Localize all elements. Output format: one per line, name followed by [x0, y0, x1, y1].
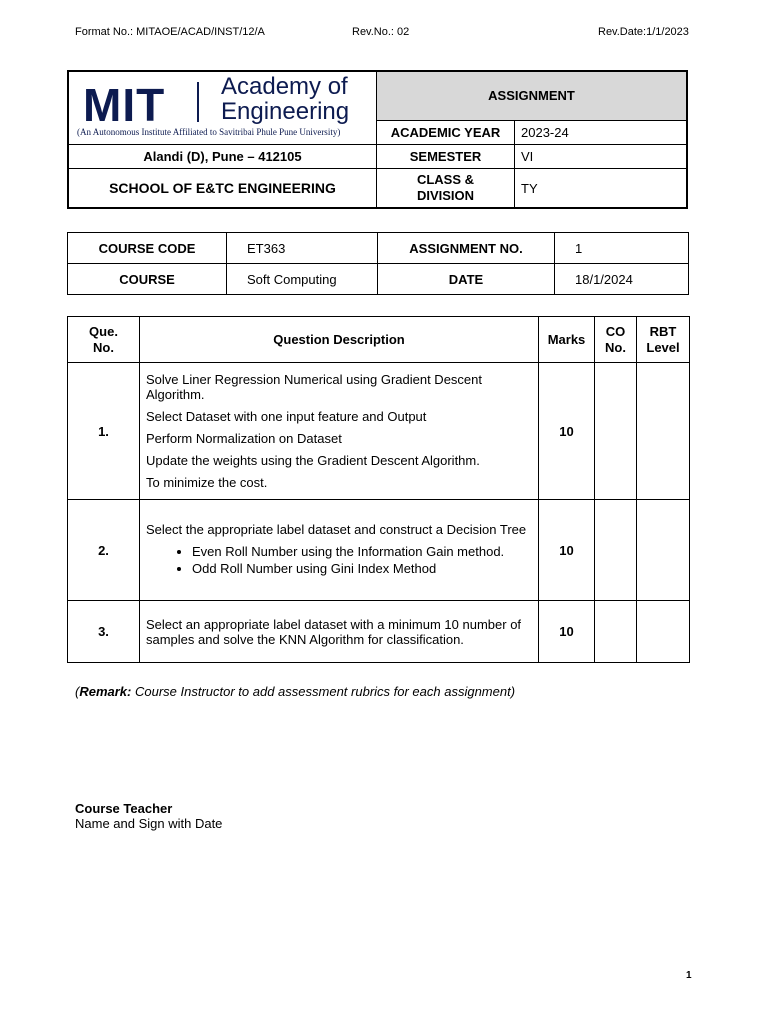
question-description: Select the appropriate label dataset and construct a Decision Tree • Even Roll Number using the Information Gain method. • Odd Roll Number using Gini Index Method — [140, 500, 539, 601]
question-marks: 10 — [539, 500, 595, 601]
academic-year-label: ACADEMIC YEAR — [377, 120, 515, 144]
remark-label: Remark: — [79, 684, 132, 699]
question-marks: 10 — [539, 601, 595, 663]
semester-value: VI — [515, 145, 688, 169]
remark: (Remark: Course Instructor to add assessment rubrics for each assignment) — [75, 684, 516, 699]
que-no-header: Que. No. — [68, 317, 140, 363]
remark-text: Course Instructor to add assessment rubrics for each assignment) — [131, 684, 516, 699]
question-row — [68, 601, 690, 663]
institute-address: Alandi (D), Pune – 412105 — [68, 145, 377, 169]
course-value: Soft Computing — [227, 264, 378, 295]
rbt-level-header: RBT Level — [637, 317, 690, 363]
description-header: Question Description — [140, 317, 539, 363]
class-division-label: CLASS & DIVISION — [377, 169, 515, 209]
question-co — [595, 601, 637, 663]
course-label: COURSE — [68, 264, 227, 295]
header-table — [67, 70, 688, 209]
bullet-item: • Odd Roll Number using Gini Index Method — [192, 561, 532, 576]
course-table — [67, 232, 689, 295]
question-description: Solve Liner Regression Numerical using Gradient Descent Algorithm. Select Dataset with one input feature and Output Perform Normalization on Dataset Update the weights using the Gradient Descent Algorithm. To minimize the cost. — [140, 363, 539, 500]
institute-name: Academy of Engineering — [221, 73, 350, 125]
document-title: ASSIGNMENT — [377, 71, 688, 120]
question-rbt — [637, 601, 690, 663]
assignment-no-label: ASSIGNMENT NO. — [378, 233, 555, 264]
date-label: DATE — [378, 264, 555, 295]
question-co — [595, 363, 637, 500]
teacher-title: Course Teacher — [75, 801, 173, 816]
question-number: 2. — [68, 500, 140, 601]
bullet-item: • Even Roll Number using the Information Gain method. — [192, 544, 532, 559]
format-number: Format No.: MITAOE/ACAD/INST/12/A — [75, 26, 265, 38]
institute-affiliation: (An Autonomous Institute Affiliated to Savitribai Phule Pune University) — [77, 127, 341, 137]
page-number: 1 — [686, 970, 692, 981]
revision-date: Rev.Date:1/1/2023 — [598, 26, 689, 38]
mit-logo-text: MIT — [83, 79, 166, 131]
teacher-block — [75, 801, 222, 831]
question-rbt — [637, 363, 690, 500]
question-row — [68, 500, 690, 601]
assignment-no-value: 1 — [555, 233, 689, 264]
question-rbt — [637, 500, 690, 601]
question-marks: 10 — [539, 363, 595, 500]
academic-year-value: 2023-24 — [515, 120, 688, 144]
institute-logo — [68, 71, 377, 145]
course-code-label: COURSE CODE — [68, 233, 227, 264]
question-number: 1. — [68, 363, 140, 500]
school-name: SCHOOL OF E&TC ENGINEERING — [68, 169, 377, 209]
logo-divider — [197, 82, 199, 122]
question-number: 3. — [68, 601, 140, 663]
date-value: 18/1/2024 — [555, 264, 689, 295]
semester-label: SEMESTER — [377, 145, 515, 169]
teacher-subtitle: Name and Sign with Date — [75, 816, 223, 831]
class-division-value: TY — [515, 169, 688, 209]
question-bullet-list — [146, 544, 532, 576]
question-description: Select an appropriate label dataset with a minimum 10 number of samples and solve the KNN Algorithm for classification. — [140, 601, 539, 663]
revision-number: Rev.No.: 02 — [352, 26, 410, 38]
question-row — [68, 363, 690, 500]
questions-table — [67, 316, 690, 663]
marks-header: Marks — [539, 317, 595, 363]
co-no-header: CO No. — [595, 317, 637, 363]
question-co — [595, 500, 637, 601]
course-code-value: ET363 — [227, 233, 378, 264]
